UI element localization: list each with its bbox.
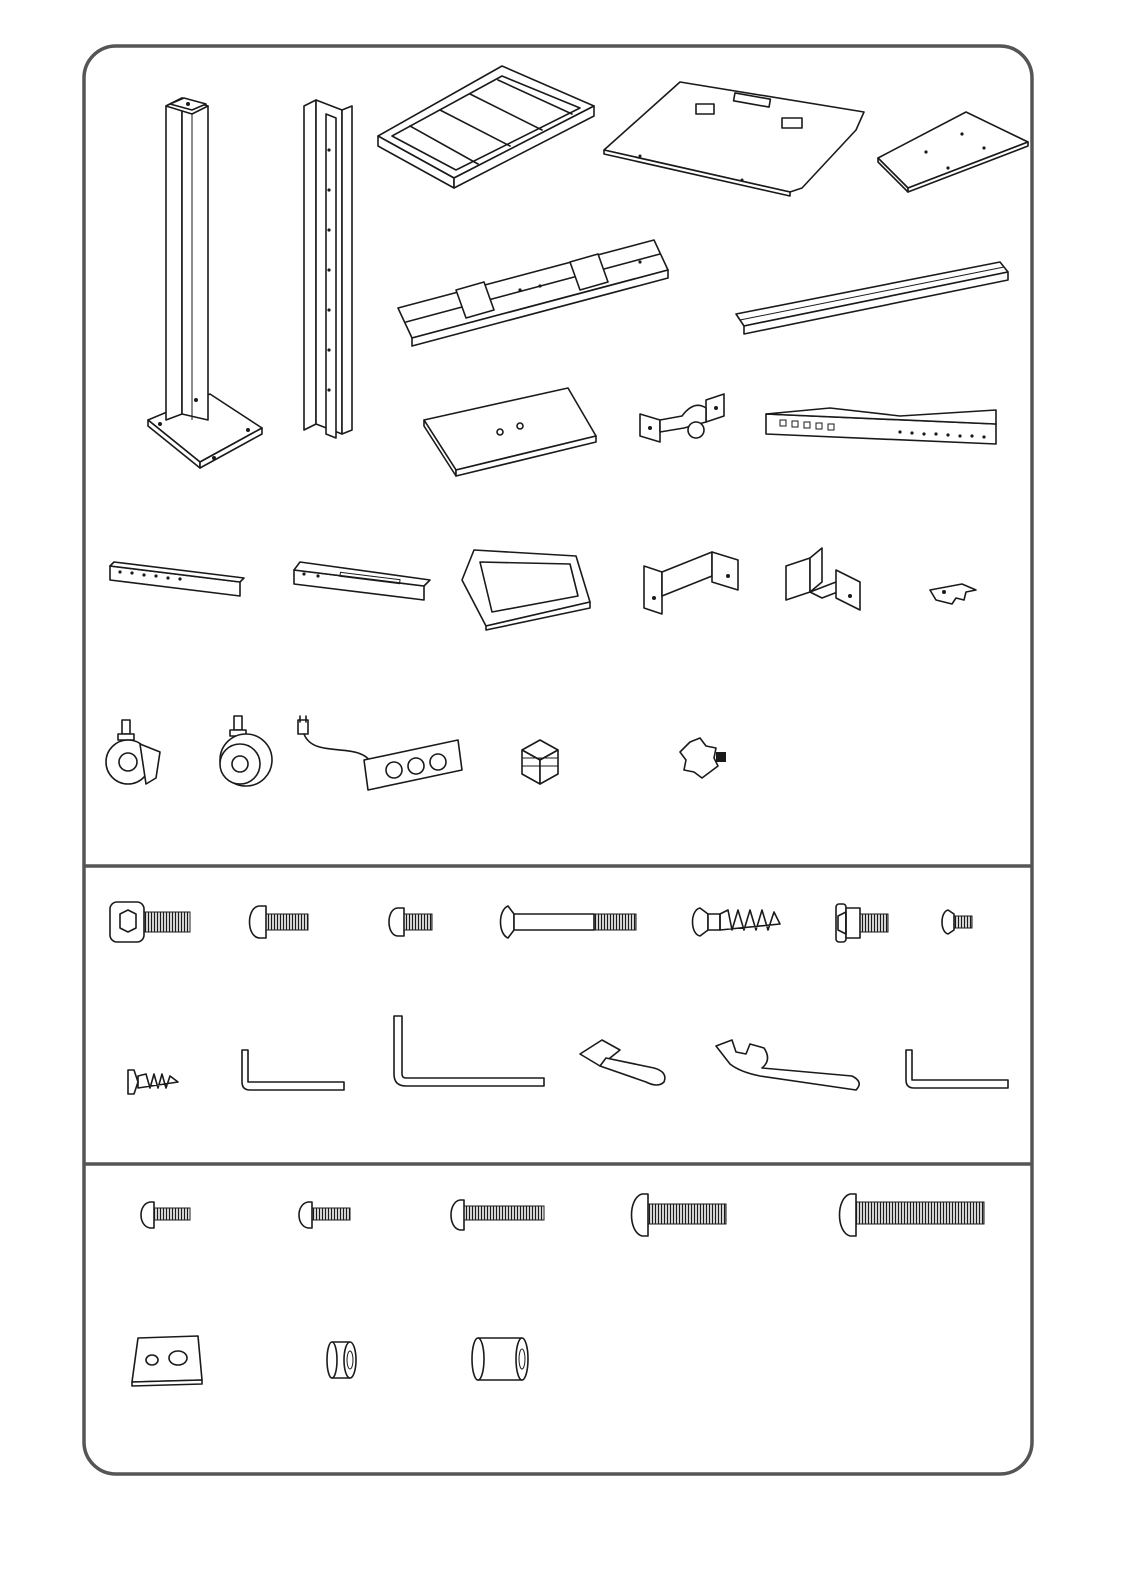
- section-screen-hardware: [132, 1194, 984, 1386]
- u-bracket: [644, 552, 738, 614]
- offset-u-bracket: [786, 548, 860, 610]
- large-hex-key: [394, 1016, 544, 1086]
- short-button-bolt: [389, 908, 432, 936]
- perforated-bar: [110, 562, 244, 596]
- tool-key: [580, 1040, 665, 1085]
- column-with-base-plate: [148, 98, 262, 468]
- channel-upright: [304, 100, 352, 438]
- end-cap: [522, 740, 558, 784]
- long-flat-head-bolt: [501, 906, 637, 938]
- connector-bolt: [693, 908, 781, 936]
- pipe-clamp-bracket: [640, 394, 724, 442]
- small-hex-key: [242, 1050, 344, 1090]
- wedge-bracket-frame: [462, 550, 590, 630]
- spacer-plate: [132, 1336, 202, 1386]
- large-spacer: [472, 1338, 528, 1380]
- machine-screw-long: [451, 1200, 544, 1230]
- slotted-mounting-bar: [766, 408, 996, 444]
- section-large-components: [106, 66, 1028, 790]
- section-tools-and-fasteners: [110, 902, 1008, 1094]
- power-strip: [298, 716, 462, 790]
- top-plate: [604, 82, 864, 196]
- machine-screw-short: [141, 1202, 190, 1228]
- socket-head-bolt: [110, 902, 190, 942]
- small-spacer: [327, 1342, 356, 1378]
- medium-hex-key: [906, 1050, 1008, 1088]
- open-wrench: [716, 1040, 859, 1090]
- star-knob: [680, 738, 726, 778]
- long-channel-rail: [736, 262, 1008, 334]
- wood-screw: [128, 1070, 178, 1094]
- small-bolt: [942, 910, 972, 934]
- slotted-bar: [294, 562, 430, 600]
- button-head-bolt: [250, 906, 309, 938]
- machine-screw-xl: [840, 1194, 985, 1236]
- mount-plate: [878, 112, 1028, 192]
- caster-with-brake: [106, 720, 160, 784]
- shelf-plate: [424, 388, 596, 476]
- tray-frame: [378, 66, 594, 188]
- caster: [220, 716, 272, 786]
- cross-beam-with-brackets: [398, 240, 668, 346]
- flange-bolt: [836, 904, 888, 942]
- small-clip-plate: [930, 584, 976, 604]
- machine-screw-medium: [299, 1202, 350, 1228]
- machine-screw-large: [632, 1194, 727, 1236]
